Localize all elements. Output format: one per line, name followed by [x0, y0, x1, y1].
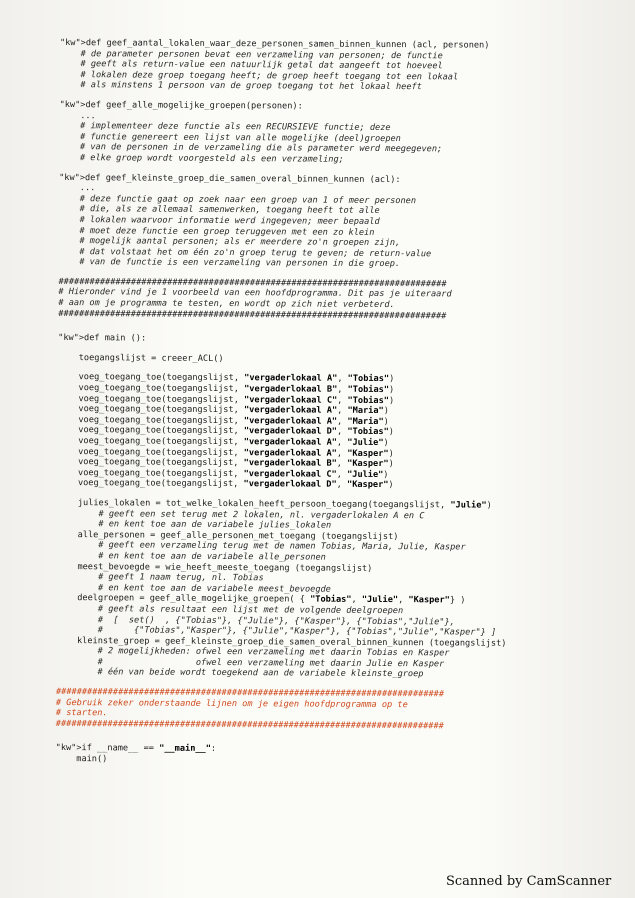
code-line: "kw">def geef_aantal_lokalen_waar_deze_personen_samen_binnen_kunnen (acl, personen): [59, 38, 490, 51]
code-line: # moet deze functie een groep teruggeven met een zo klein: [58, 225, 375, 238]
code-line: # één van beide wordt toegekend aan de variabele kleinste_groep: [56, 667, 424, 680]
code-line: voeg_toegang_toe(toegangslijst, "vergaderlokaal A", "Maria"): [57, 404, 389, 417]
code-line: "kw">def geef_alle_mogelijke_groepen(personen):: [59, 99, 303, 112]
code-line: voeg_toegang_toe(toegangslijst, "vergaderlokaal A", "Julie"): [57, 435, 389, 449]
code-line: # geeft 1 naam terug, nl. Tobias: [56, 572, 264, 584]
code-line: voeg_toegang_toe(toegangslijst, "vergaderlokaal D", "Tobias"): [57, 425, 394, 438]
code-line: # {"Tobias","Kasper"}, {"Julie","Kasper"}, {"Tobias","Julie","Kasper"} ]: [56, 625, 497, 638]
code-line: voeg_toegang_toe(toegangslijst, "vergaderlokaal A", "Maria"): [57, 414, 389, 427]
code-line: voeg_toegang_toe(toegangslijst, "vergaderlokaal B", "Kasper"): [57, 457, 394, 470]
code-line: voeg_toegang_toe(toegangslijst, "vergaderlokaal D", "Kasper"): [57, 478, 394, 491]
scanner-watermark: Scanned by CamScanner: [446, 874, 612, 889]
code-line: toegangslijst = creeer_ACL(): [58, 352, 224, 364]
code-line: meest_bevoegde = wie_heeft_meeste_toegang (toegangslijst): [56, 561, 373, 574]
code-line: # lokalen deze groep toegang heeft; de groep heeft toegang tot een lokaal: [59, 69, 459, 83]
code-line: # mogelijk aantal personen; als er meerdere zo'n groepen zijn,: [58, 236, 401, 249]
code-line: # en kent toe aan de variabele alle_personen: [56, 550, 326, 563]
code-line: # deze functie gaat op zoek naar een groep van 1 of meer personen: [58, 193, 417, 206]
code-line: # de parameter personen bevat een verzameling van personen; de functie: [59, 48, 443, 61]
code-line: # geeft een verzameling terug met de namen Tobias, Maria, Julie, Kasper: [56, 540, 466, 553]
code-line: # van de personen in de verzameling die als parameter werd meegegeven;: [59, 142, 443, 155]
code-line: # aan om je programma te testen, en wordt op zich niet verbeterd.: [58, 298, 395, 311]
code-line: # [ set() , {"Tobias"}, {"Julie"}, {"Kasper"}, {"Tobias","Julie"},: [56, 614, 455, 627]
code-line: voeg_toegang_toe(toegangslijst, "vergaderlokaal B", "Tobias"): [57, 383, 395, 396]
code-line: ###########################################################################: [55, 718, 444, 732]
code-listing: [56, 38, 620, 768]
code-line: "kw">if __name__ == "__main__":: [55, 743, 217, 755]
code-line: # Gebruik zeker onderstaande lijnen om je eigen hoofdprogramma op te: [55, 697, 408, 710]
code-line: julies_lokalen = tot_welke_lokalen_heeft_persoon_toegang(toegangslijst, "Julie"): [57, 497, 492, 511]
code-line: # ofwel een verzameling met daarin Julie en Kasper: [56, 656, 445, 670]
code-line: deelgroepen = geef_alle_mogelijke_groepen( { "Tobias", "Julie", "Kasper"} ): [56, 593, 466, 606]
code-line: ...: [59, 110, 96, 121]
code-line: voeg_toegang_toe(toegangslijst, "vergaderlokaal A", "Kasper"): [57, 446, 394, 459]
code-line: # Hieronder vind je 1 voorbeeld van een hoofdprogramma. Dit pas je uiteraard: [58, 287, 452, 300]
code-line: # implementeer deze functie als een RECURSIEVE functie; deze: [59, 121, 391, 134]
code-line: ###########################################################################: [58, 276, 447, 290]
code-line: # en kent toe aan de variabele julies_lokalen: [56, 519, 332, 531]
code-line: voeg_toegang_toe(toegangslijst, "vergaderlokaal C", "Tobias"): [57, 393, 395, 406]
code-line: ###########################################################################: [55, 687, 445, 700]
code-line: # 2 mogelijkheden: ofwel een verzameling met daarin Tobias en Kasper: [56, 646, 450, 659]
code-line: voeg_toegang_toe(toegangslijst, "vergaderlokaal A", "Tobias"): [57, 372, 395, 385]
code-line: # als minstens 1 persoon van de groep toegang tot het lokaal heeft: [59, 80, 422, 93]
code-line: # geeft als resultaat een lijst met de volgende deelgroepen: [56, 603, 404, 617]
code-line: main(): [55, 754, 108, 765]
code-line: # die, als ze allemaal samenwerken, toegang heeft tot alle: [58, 204, 380, 217]
code-line: # dat volstaat het om één zo'n groep terug te geven; de return-value: [58, 246, 432, 259]
code-line: # van de functie is een verzameling van personen in die groep.: [58, 257, 401, 270]
code-line: # en kent toe aan de variabele meest_bevoegde: [56, 582, 331, 595]
code-line: voeg_toegang_toe(toegangslijst, "vergaderlokaal C", "Julie"): [57, 467, 389, 480]
code-line: "kw">def main ():: [58, 333, 147, 344]
code-line: # functie genereert een lijst van alle mogelijke (deel)groepen: [59, 131, 401, 144]
code-line: alle_personen = geef_alle_personen_met_toegang (toegangslijst): [56, 529, 399, 542]
code-line: ###########################################################################: [58, 308, 447, 322]
code-line: "kw">def geef_kleinste_groep_die_samen_overal_binnen_kunnen (acl):: [59, 172, 401, 185]
code-line: kleinste_groep = geef_kleinste_groep_die_samen_overal_binnen_kunnen (toegangslijst): [56, 635, 507, 649]
code-line: # geeft een set terug met 2 lokalen, nl. vergaderlokalen A en C: [57, 508, 425, 521]
code-line: # lokalen waarvoor informatie werd ingegeven; meer bepaald: [58, 214, 380, 227]
code-line: ...: [59, 183, 96, 194]
code-line: # starten.: [55, 708, 108, 719]
code-line: # elke groep wordt voorgesteld als een verzameling;: [59, 152, 344, 165]
code-line: # geeft als return-value een natuurlijk getal dat aangeeft tot hoeveel: [59, 59, 443, 72]
